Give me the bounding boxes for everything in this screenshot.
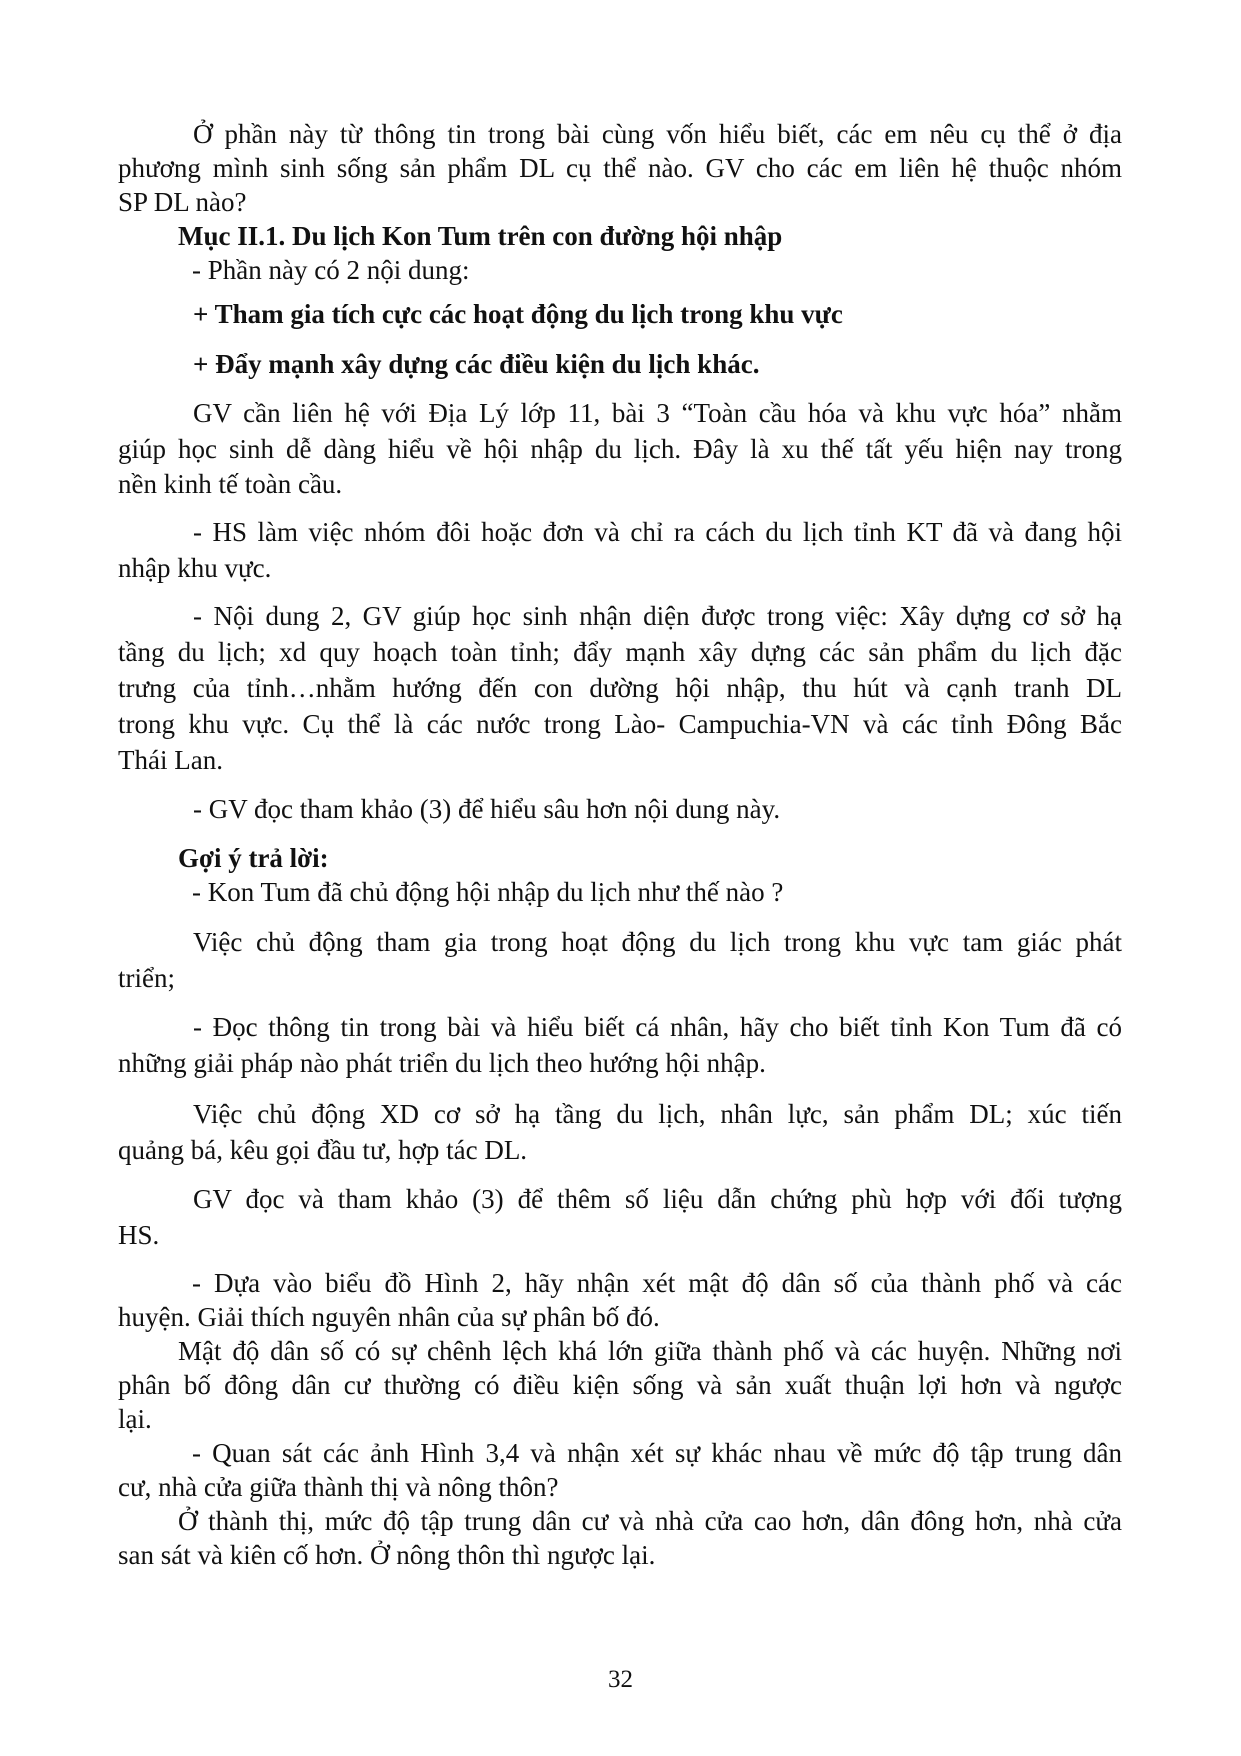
answer-line: triển;	[118, 963, 175, 993]
page-number: 32	[608, 1666, 633, 1693]
paragraph-line: - HS làm việc nhóm đôi hoặc đơn và chỉ ra cách du lịch tỉnh KT đã và đang hội	[193, 517, 1122, 547]
paragraph-line: GV đọc và tham khảo (3) để thêm số liệu dẫn chứng phù hợp với đối tượng	[193, 1184, 1122, 1214]
paragraph-line: nhập khu vực.	[118, 553, 272, 583]
question-line: - Dựa vào biểu đồ Hình 2, hãy nhận xét mật độ dân số của thành phố và các	[192, 1268, 1122, 1298]
paragraph-line: HS.	[118, 1220, 160, 1250]
question-line: - Quan sát các ảnh Hình 3,4 và nhận xét sự khác nhau về mức độ tập trung dân	[192, 1438, 1122, 1468]
answer-line: lại.	[118, 1404, 152, 1434]
paragraph-line: tầng du lịch; xd quy hoạch toàn tỉnh; đẩy mạnh xây dựng các sản phẩm du lịch đặc	[118, 637, 1122, 667]
question-line: những giải pháp nào phát triển du lịch theo hướng hội nhập.	[118, 1048, 766, 1078]
paragraph-line: Ở phần này từ thông tin trong bài cùng vốn hiểu biết, các em nêu cụ thể ở địa	[193, 119, 1122, 149]
answer-line: Ở thành thị, mức độ tập trung dân cư và nhà cửa cao hơn, dân đông hơn, nhà cửa	[178, 1506, 1122, 1536]
question-line: huyện. Giải thích nguyên nhân của sự phân bố đó.	[118, 1302, 660, 1332]
bullet-item: + Tham gia tích cực các hoạt động du lịch trong khu vực	[193, 299, 843, 329]
answer-line: Mật độ dân số có sự chênh lệch khá lớn giữa thành phố và các huyện. Những nơi	[178, 1336, 1122, 1366]
paragraph-line: - Nội dung 2, GV giúp học sinh nhận diện được trong việc: Xây dựng cơ sở hạ	[193, 601, 1122, 631]
bullet-item: + Đẩy mạnh xây dựng các điều kiện du lịch khác.	[193, 349, 760, 379]
question-line: - Đọc thông tin trong bài và hiểu biết cá nhân, hãy cho biết tỉnh Kon Tum đã có	[193, 1012, 1122, 1042]
paragraph-line: GV cần liên hệ với Địa Lý lớp 11, bài 3 “Toàn cầu hóa và khu vực hóa” nhằm	[193, 398, 1122, 428]
paragraph-line: phương mình sinh sống sản phẩm DL cụ thể nào. GV cho các em liên hệ thuộc nhóm	[118, 153, 1122, 183]
answer-line: quảng bá, kêu gọi đầu tư, hợp tác DL.	[118, 1135, 528, 1165]
paragraph-line: giúp học sinh dễ dàng hiểu về hội nhập du lịch. Đây là xu thế tất yếu hiện nay trong	[118, 434, 1122, 464]
paragraph-line: Thái Lan.	[118, 745, 223, 775]
answer-line: san sát và kiên cố hơn. Ở nông thôn thì ngược lại.	[118, 1540, 656, 1570]
question-line: cư, nhà cửa giữa thành thị và nông thôn?	[118, 1472, 559, 1502]
paragraph-line: nền kinh tế toàn cầu.	[118, 469, 343, 499]
paragraph-line: trong khu vực. Cụ thể là các nước trong Lào- Campuchia-VN và các tỉnh Đông Bắc	[118, 709, 1122, 739]
paragraph-line: trưng của tỉnh…nhằm hướng đến con dường hội nhập, thu hút và cạnh tranh DL	[118, 673, 1122, 703]
paragraph-line: - Phần này có 2 nội dung:	[192, 255, 470, 285]
question-line: - Kon Tum đã chủ động hội nhập du lịch như thế nào ?	[192, 877, 784, 907]
paragraph-line: SP DL nào?	[118, 187, 247, 217]
paragraph-line: - GV đọc tham khảo (3) để hiểu sâu hơn nội dung này.	[193, 794, 781, 824]
section-heading: Mục II.1. Du lịch Kon Tum trên con đường hội nhập	[178, 221, 783, 251]
section-heading: Gợi ý trả lời:	[178, 843, 329, 873]
answer-line: Việc chủ động XD cơ sở hạ tầng du lịch, nhân lực, sản phẩm DL; xúc tiến	[193, 1099, 1122, 1129]
answer-line: Việc chủ động tham gia trong hoạt động du lịch trong khu vực tam giác phát	[193, 927, 1122, 957]
answer-line: phân bố đông dân cư thường có điều kiện sống và sản xuất thuận lợi hơn và ngược	[118, 1370, 1122, 1400]
